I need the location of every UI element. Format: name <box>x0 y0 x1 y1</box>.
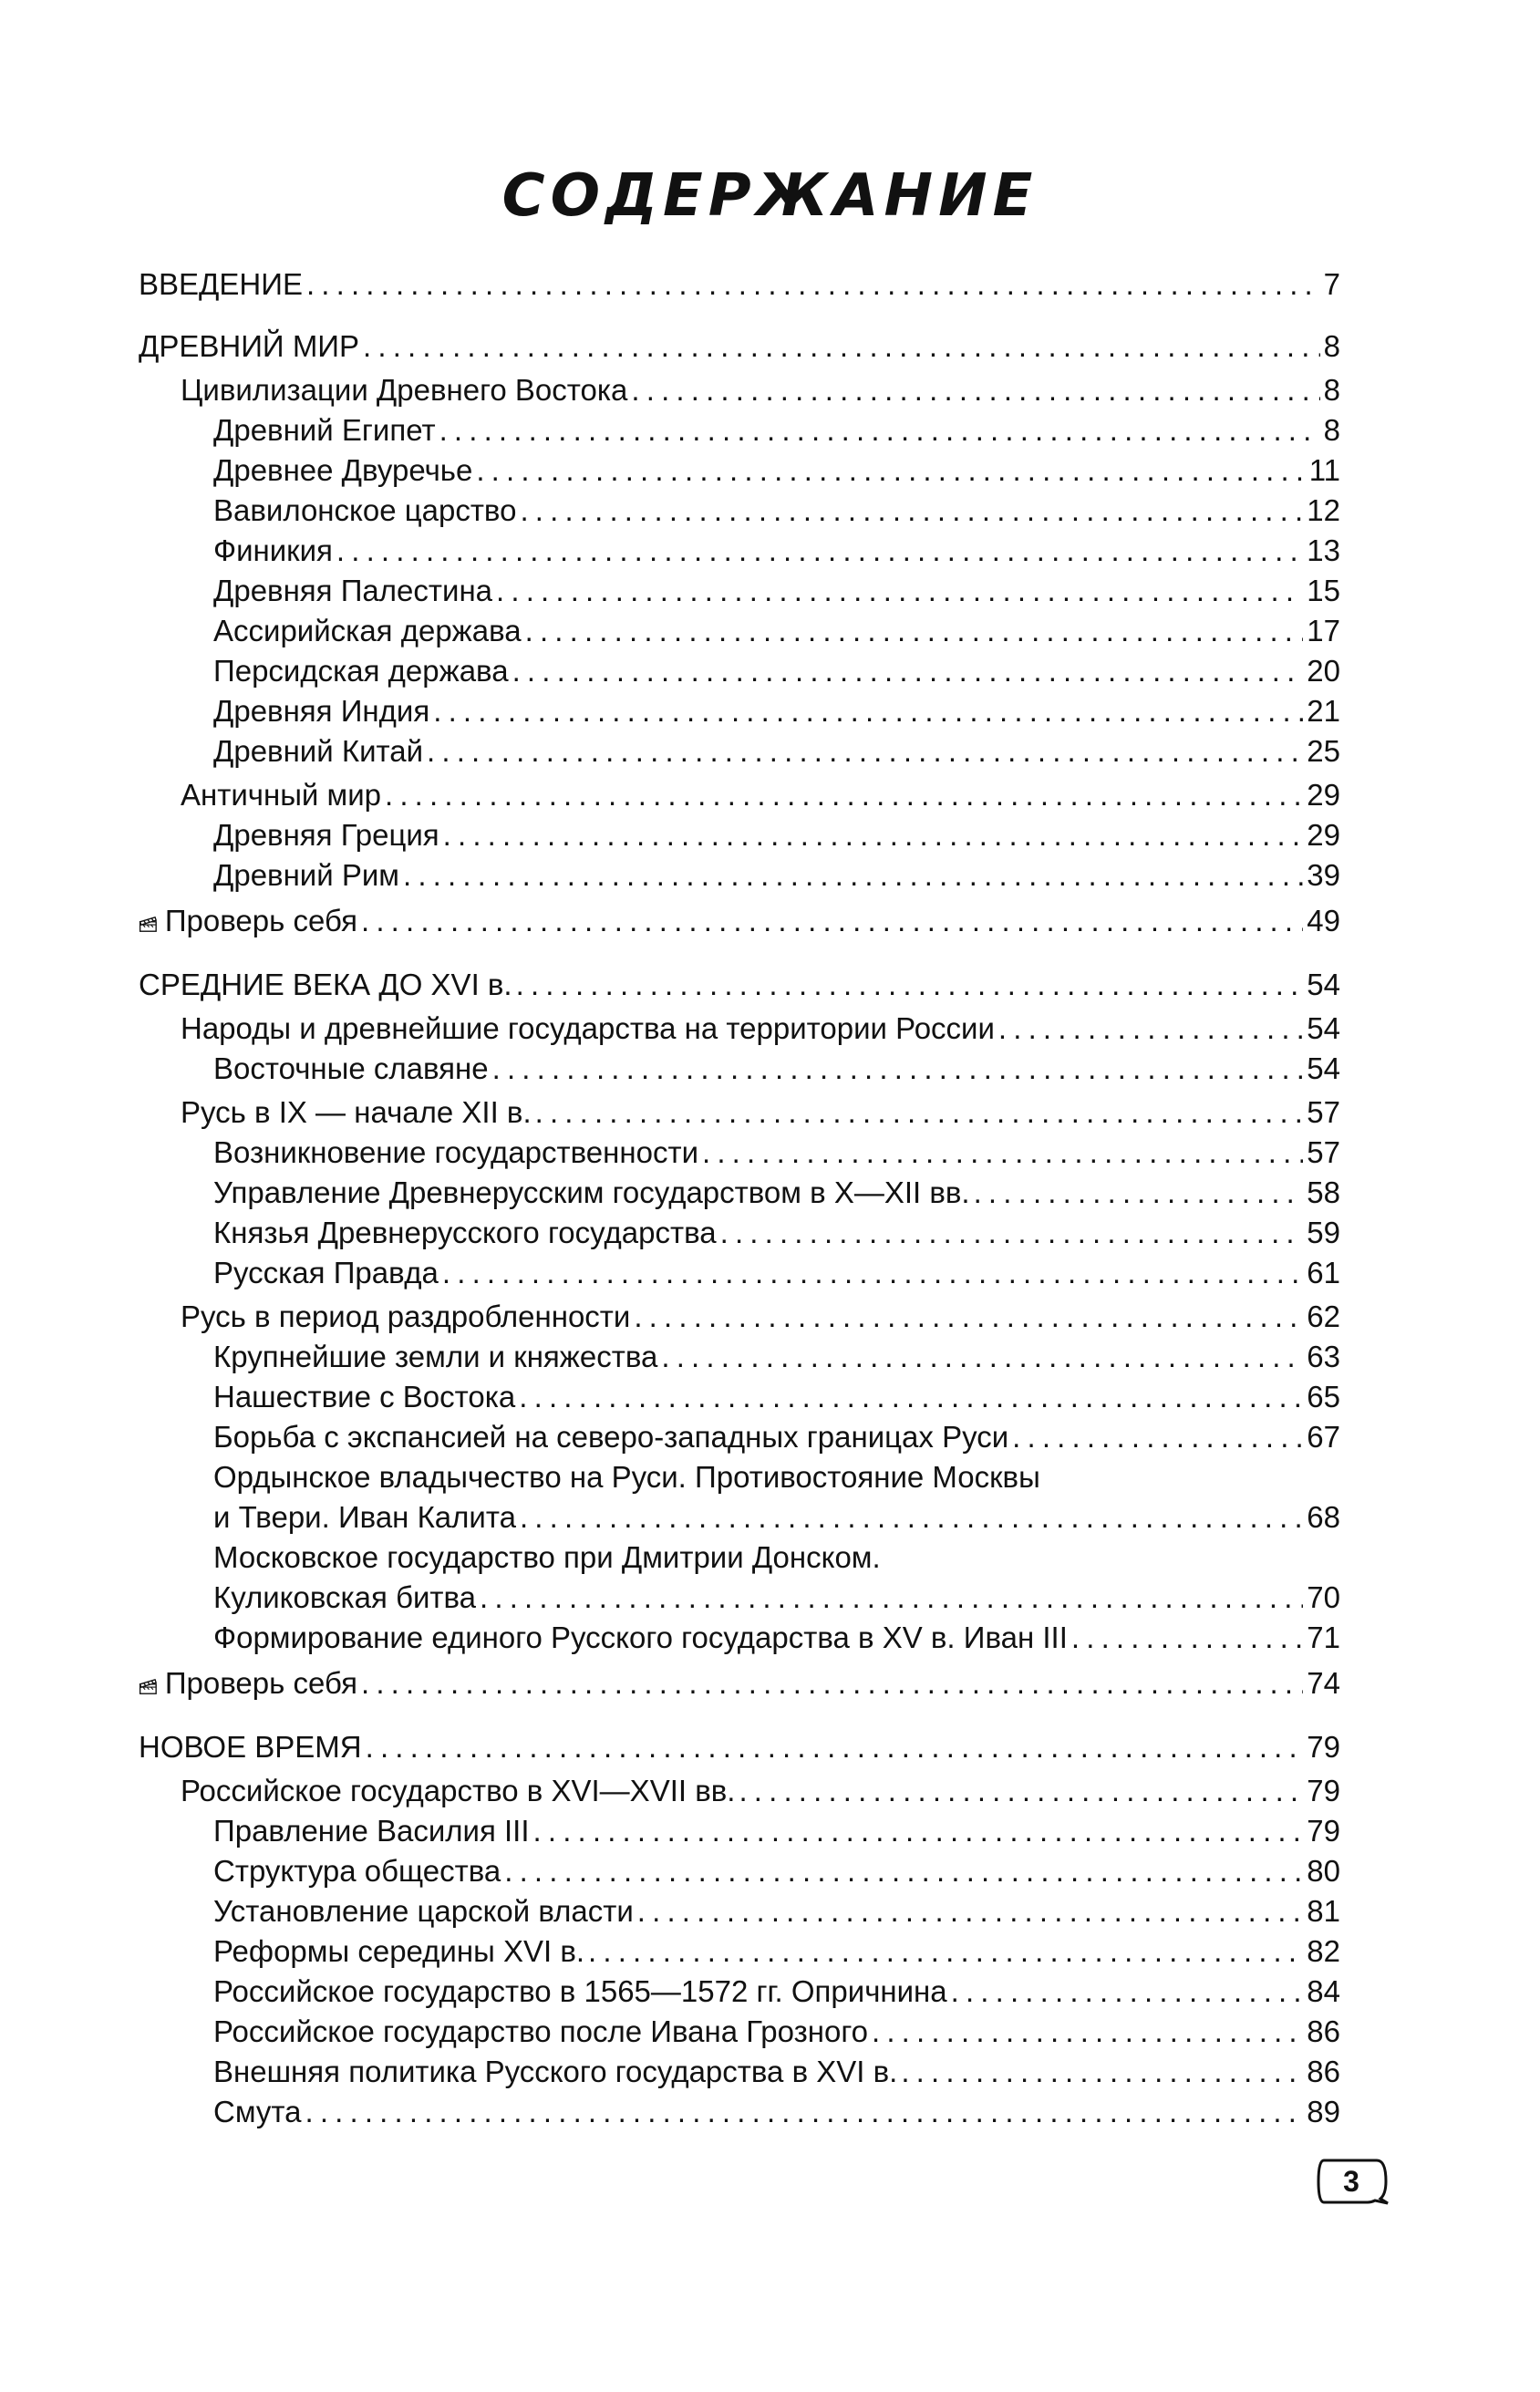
toc-entry[interactable] <box>213 857 1340 894</box>
dot-leader <box>631 372 1319 409</box>
toc-entry-label: и Твери. Иван Калита <box>213 1500 516 1534</box>
dot-leader <box>361 1665 1303 1702</box>
toc-entry[interactable] <box>213 2094 1340 2130</box>
toc-entry-label: Персидская держава <box>213 654 509 688</box>
toc-entry[interactable] <box>181 372 1340 409</box>
toc-entry-label: Ассирийская держава <box>213 614 522 647</box>
toc-entry[interactable] <box>213 573 1340 609</box>
toc-entry-page: 82 <box>1307 1934 1340 1968</box>
dot-leader <box>1012 1419 1303 1455</box>
toc-entry-page: 70 <box>1307 1580 1340 1614</box>
dot-leader <box>516 967 1304 1003</box>
toc-entry-label: ВВЕДЕНИЕ <box>139 267 303 301</box>
toc-entry-page: 86 <box>1307 2055 1340 2088</box>
toc-entry-label: Древний Китай <box>213 734 424 768</box>
toc-entry-label: Цивилизации Древнего Востока <box>181 373 628 407</box>
dot-leader <box>439 412 1320 449</box>
toc-entry-page: 65 <box>1307 1380 1340 1413</box>
toc-entry-page: 12 <box>1307 493 1340 527</box>
toc-entry-label: Правление Василия III <box>213 1814 530 1848</box>
toc-entry[interactable] <box>181 1094 1340 1131</box>
toc-entry-page: 57 <box>1307 1135 1340 1169</box>
toc-entry-label: Куликовская битва <box>213 1580 477 1614</box>
dot-leader <box>504 1853 1303 1890</box>
dot-leader <box>637 1893 1303 1930</box>
toc-entry[interactable] <box>213 2054 1340 2090</box>
toc-entry-page: 68 <box>1307 1500 1340 1534</box>
toc-entry-page: 8 <box>1323 329 1340 363</box>
dot-leader <box>519 1379 1303 1415</box>
toc-entry[interactable] <box>213 1419 1340 1455</box>
clapperboard-icon <box>139 1671 158 1702</box>
toc-entry-page: 62 <box>1307 1300 1340 1333</box>
toc-entry-page: 63 <box>1307 1340 1340 1373</box>
toc-entry-page: 15 <box>1307 574 1340 607</box>
toc-entry[interactable] <box>139 967 1340 1003</box>
toc-entry[interactable] <box>181 1299 1340 1335</box>
dot-leader <box>306 266 1320 303</box>
toc-entry-page: 61 <box>1307 1256 1340 1289</box>
toc-entry-label: СРЕДНИЕ ВЕКА ДО XVI в. <box>139 968 512 1001</box>
toc-entry[interactable] <box>213 1175 1340 1211</box>
toc-entry-label: Нашествие с Востока <box>213 1380 516 1413</box>
toc-entry[interactable] <box>213 412 1340 449</box>
toc-entry-page: 79 <box>1307 1774 1340 1807</box>
toc-entry[interactable] <box>213 1339 1340 1375</box>
dot-leader <box>661 1339 1303 1375</box>
toc-entry[interactable] <box>213 1051 1340 1087</box>
toc-entry-page: 7 <box>1323 267 1340 301</box>
toc-entry-page: 29 <box>1307 818 1340 852</box>
toc-entry-page: 84 <box>1307 1974 1340 2008</box>
toc-entry-label: Русская Правда <box>213 1256 439 1289</box>
toc-entry-label: Структура общества <box>213 1854 501 1888</box>
toc-entry[interactable] <box>213 1853 1340 1890</box>
toc-entry-label: Древний Рим <box>213 858 399 892</box>
toc-entry-label: Князья Древнерусского государства <box>213 1216 717 1249</box>
toc-entry-page: 54 <box>1307 968 1340 1001</box>
dot-leader <box>702 1134 1303 1171</box>
toc-entry-page: 74 <box>1307 1666 1340 1700</box>
dot-leader <box>720 1215 1304 1251</box>
dot-leader <box>366 1729 1304 1766</box>
toc-entry-label: Внешняя политика Русского государства в XVI в. <box>213 2055 898 2088</box>
dot-leader <box>433 693 1303 730</box>
toc-entry[interactable] <box>181 1010 1340 1047</box>
toc-entry-page: 54 <box>1307 1051 1340 1085</box>
toc-entry[interactable] <box>213 1620 1340 1656</box>
dot-leader <box>512 653 1304 689</box>
toc-entry-page: 58 <box>1307 1175 1340 1209</box>
toc-entry-page: 67 <box>1307 1420 1340 1454</box>
toc-entry[interactable] <box>139 328 1340 365</box>
toc-entry-label: Реформы середины XVI в. <box>213 1934 585 1968</box>
toc-entry[interactable] <box>213 1539 1340 1576</box>
toc-entry-label: Древнее Двуречье <box>213 453 473 487</box>
toc-entry-label: Возникновение государственности <box>213 1135 698 1169</box>
toc-entry-label: Российское государство в 1565—1572 гг. Опричнина <box>213 1974 947 2008</box>
toc-entry[interactable] <box>213 1499 1340 1536</box>
toc-entry[interactable] <box>213 533 1340 569</box>
toc-entry[interactable] <box>213 733 1340 770</box>
toc-entry-label: Установление царской власти <box>213 1894 634 1928</box>
toc-entry-label: Древняя Палестина <box>213 574 493 607</box>
toc-entry-label: Русь в период раздробленности <box>181 1300 631 1333</box>
toc-entry-label: Вавилонское царство <box>213 493 517 527</box>
dot-leader <box>361 903 1303 939</box>
dot-leader <box>951 1973 1304 2010</box>
toc-entry-label: Борьба с экспансией на северо-западных границах Руси <box>213 1420 1009 1454</box>
toc-entry-page: 11 <box>1308 453 1340 487</box>
toc-entry-label: ДРЕВНИЙ МИР <box>139 329 360 363</box>
toc-entry[interactable] <box>213 1255 1340 1291</box>
toc-entry-label: Древняя Индия <box>213 694 430 728</box>
dot-leader <box>520 1499 1303 1536</box>
dot-leader <box>739 1773 1303 1809</box>
toc-entry[interactable] <box>213 1813 1340 1849</box>
toc-entry-label: Народы и древнейшие государства на территории России <box>181 1011 995 1045</box>
dot-leader <box>533 1813 1304 1849</box>
dot-leader <box>305 2094 1304 2130</box>
toc-entry-label: Российское государство в XVI—XVII вв. <box>181 1774 736 1807</box>
dot-leader <box>385 777 1303 813</box>
toc-entry-label: Ордынское владычество на Руси. Противостояние Москвы <box>213 1460 1040 1494</box>
toc-entry-page: 81 <box>1307 1894 1340 1928</box>
toc-entry-label: Формирование единого Русского государства в XV в. Иван III <box>213 1621 1068 1654</box>
toc-entry[interactable] <box>213 1459 1340 1496</box>
toc-entry-page: 39 <box>1307 858 1340 892</box>
toc-entry[interactable] <box>213 2014 1340 2050</box>
dot-leader <box>520 492 1303 529</box>
dot-leader <box>442 1255 1303 1291</box>
toc-entry[interactable] <box>213 1933 1340 1970</box>
toc-entry-label: Смута <box>213 2095 302 2128</box>
toc-entry-label: Проверь себя <box>164 1666 357 1700</box>
toc-entry-label: Финикия <box>213 533 333 567</box>
toc-entry-page: 71 <box>1307 1621 1340 1654</box>
toc-entry[interactable] <box>181 1773 1340 1809</box>
toc-entry-label: Московское государство при Дмитрии Донском. <box>213 1540 881 1574</box>
toc-entry[interactable] <box>139 1729 1340 1766</box>
toc-entry[interactable] <box>139 266 1340 303</box>
toc-entry-page: 13 <box>1307 533 1340 567</box>
toc-entry-page: 8 <box>1323 373 1340 407</box>
dot-leader <box>496 573 1303 609</box>
dot-leader <box>427 733 1303 770</box>
toc-entry[interactable] <box>213 1579 1340 1616</box>
toc-entry[interactable] <box>213 693 1340 730</box>
toc-entry-page: 80 <box>1307 1854 1340 1888</box>
dot-leader <box>998 1010 1303 1047</box>
toc-entry[interactable] <box>213 1379 1340 1415</box>
toc-entry[interactable] <box>213 613 1340 649</box>
dot-leader <box>525 613 1304 649</box>
dot-leader <box>634 1299 1303 1335</box>
toc-entry[interactable] <box>213 1215 1340 1251</box>
toc-entry[interactable] <box>213 653 1340 689</box>
toc-entry[interactable] <box>213 1134 1340 1171</box>
toc-entry-label: Крупнейшие земли и княжества <box>213 1340 658 1373</box>
dot-leader <box>476 452 1305 489</box>
toc-entry-label: Древний Египет <box>213 413 436 447</box>
dot-leader <box>974 1175 1304 1211</box>
toc-entry-page: 89 <box>1307 2095 1340 2128</box>
toc-entry-label: Российское государство после Ивана Грозного <box>213 2014 868 2048</box>
clapperboard-icon <box>139 908 158 939</box>
dot-leader <box>588 1933 1303 1970</box>
dot-leader <box>403 857 1303 894</box>
toc-entry[interactable] <box>139 903 1340 939</box>
dot-leader <box>443 817 1304 854</box>
toc-entry[interactable] <box>213 452 1340 489</box>
toc-entry-page: 59 <box>1307 1216 1340 1249</box>
toc-entry[interactable] <box>213 492 1340 529</box>
toc-entry-page: 57 <box>1307 1095 1340 1129</box>
toc-entry-label: Восточные славяне <box>213 1051 489 1085</box>
toc-entry-label: Управление Древнерусским государством в X—XII вв. <box>213 1175 970 1209</box>
toc-entry-page: 25 <box>1307 734 1340 768</box>
dot-leader <box>363 328 1320 365</box>
page-number: 3 <box>1343 2165 1359 2198</box>
toc-entry[interactable] <box>139 1665 1340 1702</box>
dot-leader <box>336 533 1303 569</box>
toc-entry[interactable] <box>213 817 1340 854</box>
toc-entry-label: Античный мир <box>181 778 381 812</box>
dot-leader <box>480 1579 1303 1616</box>
toc-entry-page: 29 <box>1307 778 1340 812</box>
toc-entry-page: 79 <box>1307 1730 1340 1764</box>
toc-entry-page: 21 <box>1307 694 1340 728</box>
toc-entry-label: Проверь себя <box>164 904 357 937</box>
toc-entry[interactable] <box>213 1973 1340 2010</box>
dot-leader <box>492 1051 1304 1087</box>
dot-leader <box>1071 1620 1303 1656</box>
toc-entry-page: 49 <box>1307 904 1340 937</box>
toc-entry-page: 8 <box>1323 413 1340 447</box>
toc-entry[interactable] <box>213 1893 1340 1930</box>
toc-entry[interactable] <box>181 777 1340 813</box>
dot-leader <box>872 2014 1303 2050</box>
toc-entry-page: 17 <box>1307 614 1340 647</box>
toc-entry-page: 86 <box>1307 2014 1340 2048</box>
toc-entry-page: 54 <box>1307 1011 1340 1045</box>
dot-leader <box>901 2054 1303 2090</box>
page-title: СОДЕРЖАНИЕ <box>501 162 1039 230</box>
toc-entry-label: НОВОЕ ВРЕМЯ <box>139 1730 362 1764</box>
toc-entry-label: Русь в IX — начале XII в. <box>181 1095 532 1129</box>
toc-entry-page: 20 <box>1307 654 1340 688</box>
dot-leader <box>535 1094 1304 1131</box>
toc-entry-page: 79 <box>1307 1814 1340 1848</box>
toc-entry-label: Древняя Греция <box>213 818 439 852</box>
